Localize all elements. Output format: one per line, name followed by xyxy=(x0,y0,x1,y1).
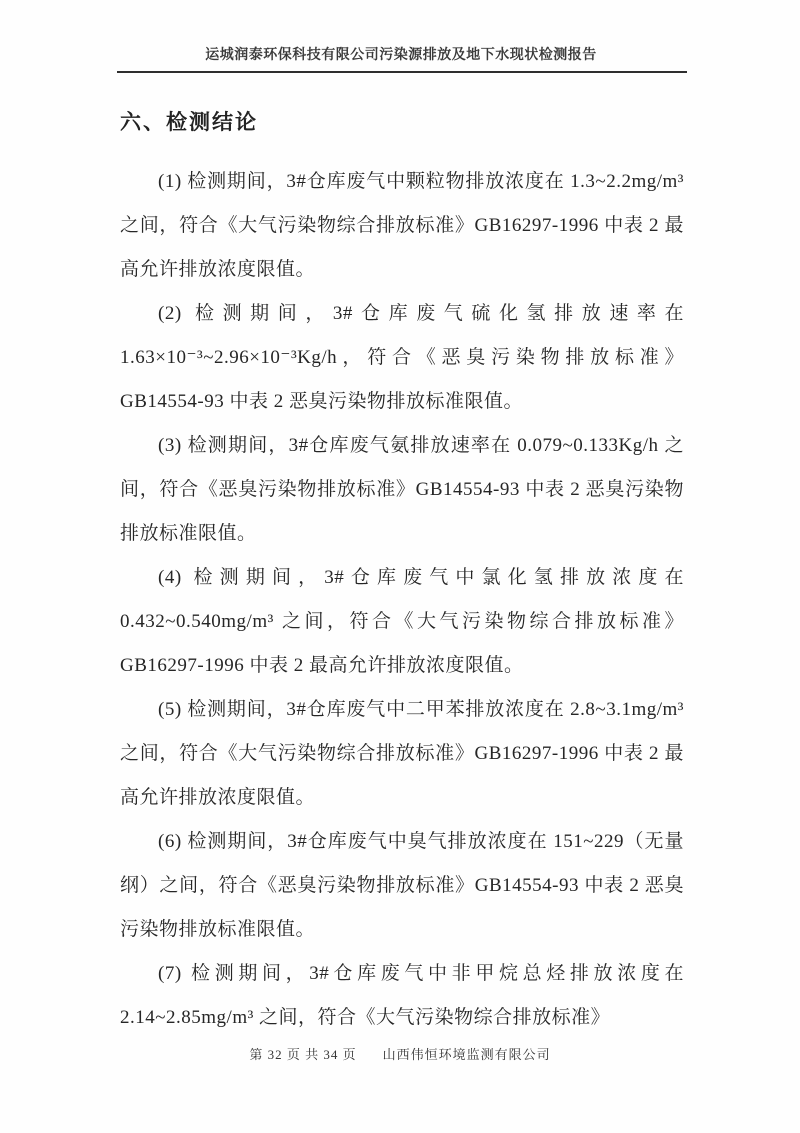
page-header-title: 运城润泰环保科技有限公司污染源排放及地下水现状检测报告 xyxy=(205,48,597,63)
header-divider-rule xyxy=(117,71,687,73)
footer-page-number: 第 32 页 共 34 页 xyxy=(249,1047,357,1062)
page-footer xyxy=(0,1044,800,1063)
conclusion-paragraph-1: (1) 检测期间，3#仓库废气中颗粒物排放浓度在 1.3~2.2mg/m³ 之间，符合《大气污染物综合排放标准》GB16297-1996 中表 2 最高允许排放浓度限值。 xyxy=(120,171,684,280)
section-heading: 六、检测结论 xyxy=(120,110,258,134)
conclusion-paragraph-7: (7) 检测期间，3#仓库废气中非甲烷总烃排放浓度在 2.14~2.85mg/m³ 之间，符合《大气污染物综合排放标准》 xyxy=(120,963,684,1028)
conclusion-paragraph-4: (4) 检测期间，3#仓库废气中氯化氢排放浓度在 0.432~0.540mg/m³ 之间，符合《大气污染物综合排放标准》GB16297-1996 中表 2 最高允许排放浓度限值。 xyxy=(120,567,684,676)
conclusion-paragraph-2: (2) 检测期间，3#仓库废气硫化氢排放速率在 1.63×10⁻³~2.96×10⁻³Kg/h，符合《恶臭污染物排放标准》GB14554-93 中表 2 恶臭污染物排放标准限值。 xyxy=(120,303,684,412)
footer-company-name: 山西伟恒环境监测有限公司 xyxy=(382,1047,551,1062)
conclusion-paragraph-6: (6) 检测期间，3#仓库废气中臭气排放浓度在 151~229（无量纲）之间，符合《恶臭污染物排放标准》GB14554-93 中表 2 恶臭污染物排放标准限值。 xyxy=(120,831,684,940)
conclusion-paragraph-5: (5) 检测期间，3#仓库废气中二甲苯排放浓度在 2.8~3.1mg/m³ 之间，符合《大气污染物综合排放标准》GB16297-1996 中表 2 最高允许排放浓度限值。 xyxy=(120,699,684,808)
conclusion-paragraph-3: (3) 检测期间，3#仓库废气氨排放速率在 0.079~0.133Kg/h 之间，符合《恶臭污染物排放标准》GB14554-93 中表 2 恶臭污染物排放标准限值。 xyxy=(120,435,684,544)
page-content xyxy=(120,102,684,1040)
